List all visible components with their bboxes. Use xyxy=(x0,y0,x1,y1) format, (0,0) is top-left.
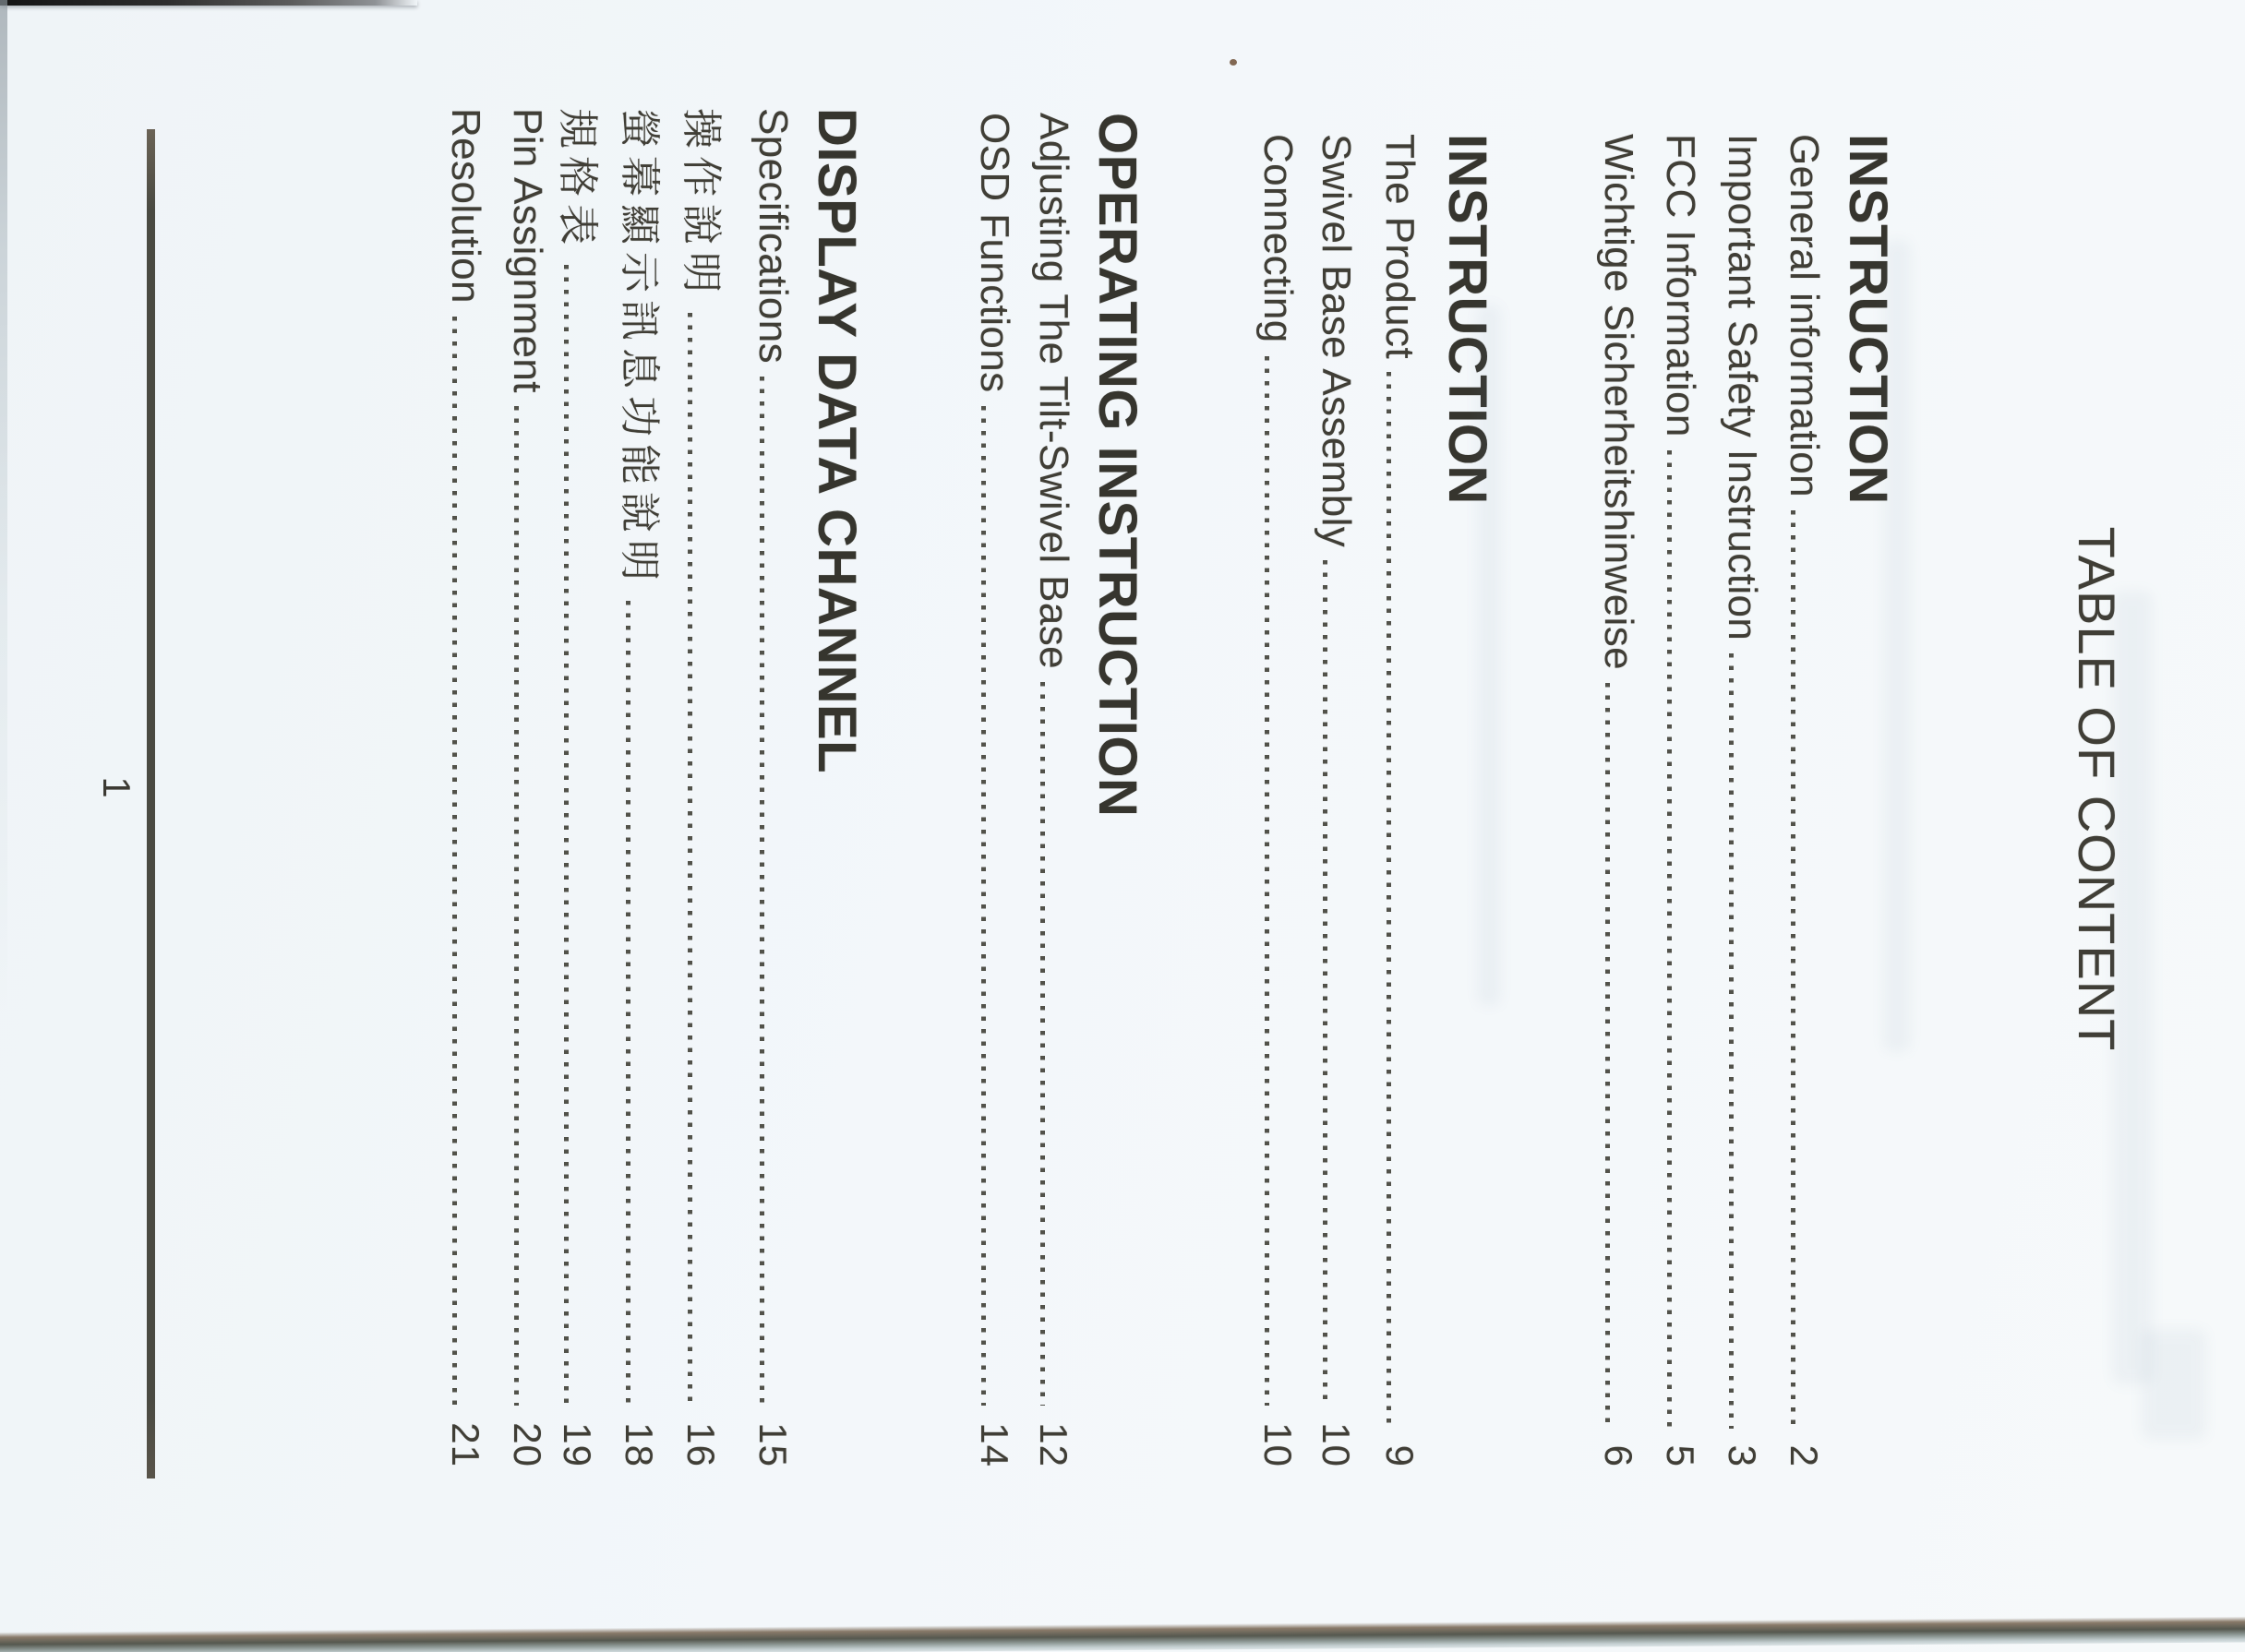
toc-entry-label: 螢幕顯示訊息功能說明 xyxy=(616,108,663,588)
toc-entry-page-number: 10 xyxy=(1315,1422,1358,1467)
page-title: TABLE OF CONTENT xyxy=(2068,526,2126,1052)
toc-leader-dots xyxy=(981,406,986,1407)
toc-entry-page-number: 18 xyxy=(618,1422,661,1467)
toc-entry xyxy=(498,108,550,1467)
toc-entry xyxy=(1025,113,1076,1467)
toc-entry xyxy=(1775,134,1827,1467)
toc-leader-dots xyxy=(1791,510,1795,1429)
toc-entry-label: 操作說明 xyxy=(678,108,725,300)
toc-section-header: INSTRUCTION xyxy=(1838,134,1898,505)
toc-entry-page-number: 15 xyxy=(751,1422,795,1467)
toc-entry-label: General information xyxy=(1782,134,1827,498)
toc-entry-page-number: 12 xyxy=(1032,1422,1075,1467)
toc-entry xyxy=(1307,134,1359,1467)
toc-leader-dots xyxy=(1323,560,1327,1406)
toc-entry-label: Wichtige Sicherheitshinweise xyxy=(1596,134,1641,671)
toc-leader-dots xyxy=(514,406,519,1406)
toc-entry-label: Connecting xyxy=(1255,134,1301,343)
toc-entry-label: Resolution xyxy=(443,108,488,304)
toc-entry xyxy=(1371,134,1423,1467)
toc-entry-page-number: 6 xyxy=(1597,1444,1640,1467)
toc-entry-page-number: 2 xyxy=(1783,1444,1826,1467)
toc-entry-label: Important Safety Instruction xyxy=(1720,134,1765,641)
toc-entry xyxy=(1651,134,1703,1467)
toc-entry-label: OSD Functions xyxy=(972,113,1017,393)
toc-entry xyxy=(1249,134,1301,1467)
toc-entry-label: Pin Assignment xyxy=(505,108,550,393)
footer-rule xyxy=(147,129,155,1478)
toc-entry-page-number: 10 xyxy=(1256,1422,1300,1467)
toc-entry-page-number: 20 xyxy=(506,1422,549,1467)
toc-leader-dots xyxy=(626,601,630,1406)
toc-entry-label: The Product xyxy=(1377,134,1423,360)
toc-entry-page-number: 14 xyxy=(973,1422,1016,1467)
toc-leader-dots xyxy=(1387,372,1391,1429)
toc-entry-page-number: 16 xyxy=(679,1422,723,1467)
toc-leader-dots xyxy=(1729,653,1734,1428)
toc-entry-label: Adjusting The Tilt-Swivel Base xyxy=(1031,113,1076,670)
footer-page-number: 1 xyxy=(95,776,138,798)
toc-entry xyxy=(744,108,796,1467)
toc-entry-page-number: 21 xyxy=(444,1422,487,1467)
toc-entry xyxy=(554,108,611,1467)
toc-entry xyxy=(966,113,1017,1467)
toc-leader-dots xyxy=(564,265,569,1406)
toc-entry-label: 規格表 xyxy=(554,108,601,252)
toc-leader-dots xyxy=(452,317,457,1406)
toc-leader-dots xyxy=(760,377,764,1406)
toc-entry-page-number: 3 xyxy=(1721,1444,1764,1467)
toc-section-header: DISPLAY DATA CHANNEL xyxy=(807,108,867,774)
toc-leader-dots xyxy=(1265,356,1269,1407)
toc-entry-page-number: 5 xyxy=(1659,1444,1702,1467)
toc-entry xyxy=(437,108,488,1467)
toc-entry-page-number: 19 xyxy=(556,1422,599,1467)
toc-entry-page-number: 9 xyxy=(1378,1444,1422,1467)
toc-entry xyxy=(1713,134,1765,1467)
toc-entry xyxy=(678,108,735,1467)
toc-entry-label: FCC Information xyxy=(1658,134,1703,437)
toc-entry xyxy=(1590,134,1641,1467)
toc-entry-label: Specifications xyxy=(750,108,796,365)
toc-entry xyxy=(616,108,673,1467)
toc-entry-label: Swivel Base Assembly xyxy=(1314,134,1359,548)
toc-leader-dots xyxy=(1605,683,1610,1429)
toc-section-header: OPERATING INSTRUCTION xyxy=(1087,113,1147,818)
toc-leader-dots xyxy=(1040,682,1045,1406)
toc-leader-dots xyxy=(688,313,692,1406)
toc-section-header: INSTRUCTION xyxy=(1437,134,1497,505)
toc-leader-dots xyxy=(1667,450,1672,1429)
